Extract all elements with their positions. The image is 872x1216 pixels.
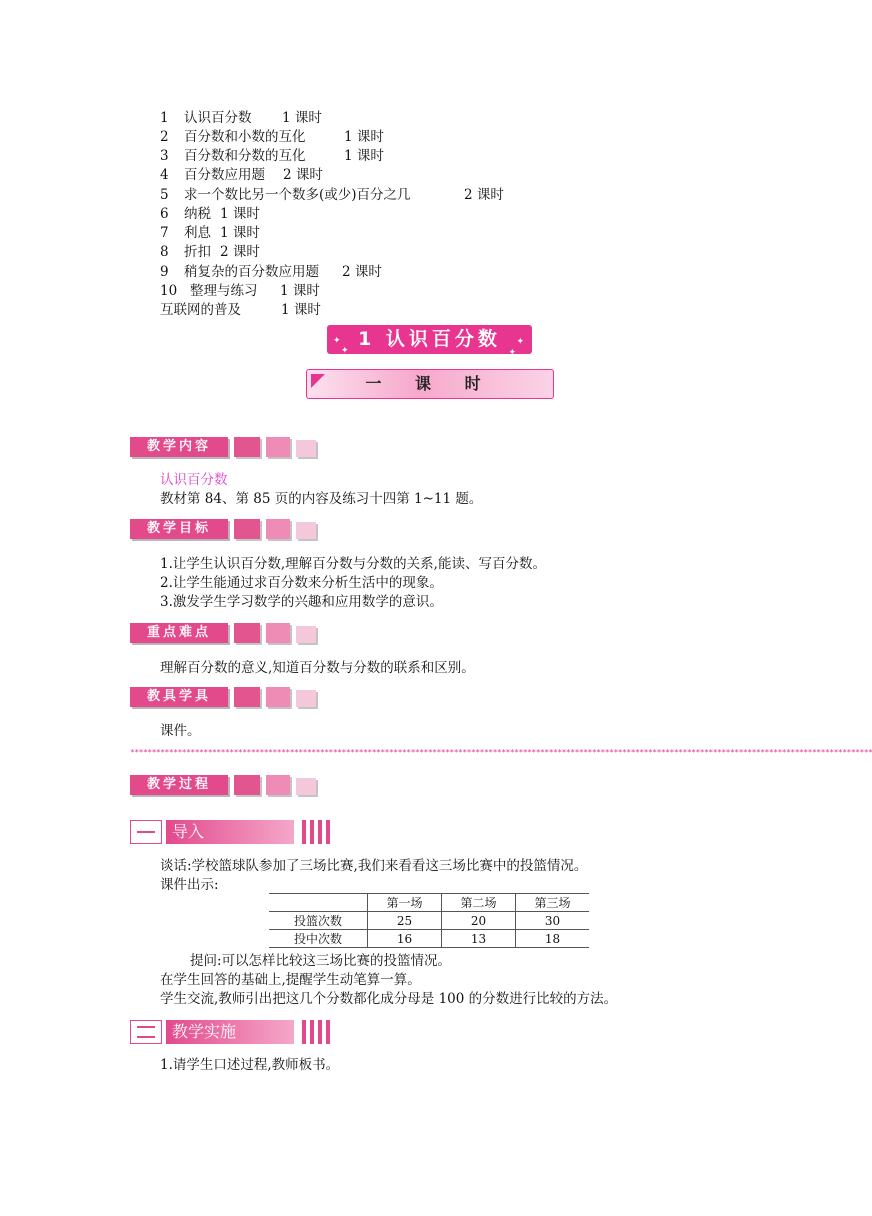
star-divider: **************************************************************************************************************************************************************************** (130, 748, 872, 757)
content-highlight: 认识百分数 (160, 472, 228, 488)
content-text: 教材第 84、第 85 页的内容及练习十四第 1~11 题。 (160, 491, 483, 507)
intro-question: 提问:可以怎样比较这三场比赛的投篮情况。 (190, 953, 452, 969)
lesson-title-banner: ✦ ✦ ✦ ✦ 1 认识百分数 (327, 325, 532, 354)
lesson-item: 4 百分数应用题 2 课时 (160, 167, 323, 183)
intro-after-1: 在学生回答的基础上,提醒学生动笔算一算。 (160, 972, 421, 988)
lesson-item: 10 整理与练习 1 课时 (160, 283, 320, 299)
lesson-title: 1 认识百分数 (358, 328, 501, 350)
lesson-item: 7 利息 1 课时 (160, 225, 260, 241)
period-title: 一 课 时 (365, 374, 495, 393)
table-row: 第一场 第二场 第三场 (269, 894, 589, 912)
table-row: 投篮次数 25 20 30 (269, 912, 589, 930)
roman-two-icon (130, 1020, 162, 1044)
intro-show: 课件出示: (160, 877, 219, 893)
lesson-item: 2 百分数和小数的互化 1 课时 (160, 129, 384, 145)
lesson-item: 互联网的普及 1 课时 (160, 302, 321, 318)
implementation-step-1: 1.请学生口述过程,教师板书。 (160, 1057, 340, 1073)
goal-item: 3.激发学生学习数学的兴趣和应用数学的意识。 (160, 594, 443, 610)
lesson-item: 6 纳税 1 课时 (160, 206, 260, 222)
roman-one-icon (130, 820, 162, 844)
lesson-item: 9 稍复杂的百分数应用题 2 课时 (160, 264, 382, 280)
key-points-text: 理解百分数的意义,知道百分数与分数的联系和区别。 (160, 660, 475, 676)
table-row: 投中次数 16 13 18 (269, 930, 589, 948)
goal-item: 1.让学生认识百分数,理解百分数与分数的关系,能读、写百分数。 (160, 556, 546, 572)
lesson-item: 3 百分数和分数的互化 1 课时 (160, 148, 384, 164)
lesson-item: 8 折扣 2 课时 (160, 244, 260, 260)
intro-talk: 谈话:学校篮球队参加了三场比赛,我们来看看这三场比赛中的投篮情况。 (160, 858, 588, 874)
goal-item: 2.让学生能通过求百分数来分析生活中的现象。 (160, 575, 443, 591)
tools-text: 课件。 (160, 723, 201, 739)
period-banner (306, 369, 554, 399)
intro-after-2: 学生交流,教师引出把这几个分数都化成分母是 100 的分数进行比较的方法。 (160, 991, 618, 1007)
lesson-item: 5 求一个数比另一个数多(或少)百分之几 2 课时 (160, 187, 504, 203)
lesson-item: 1 认识百分数 1 课时 (160, 110, 322, 126)
shots-table (269, 893, 589, 948)
